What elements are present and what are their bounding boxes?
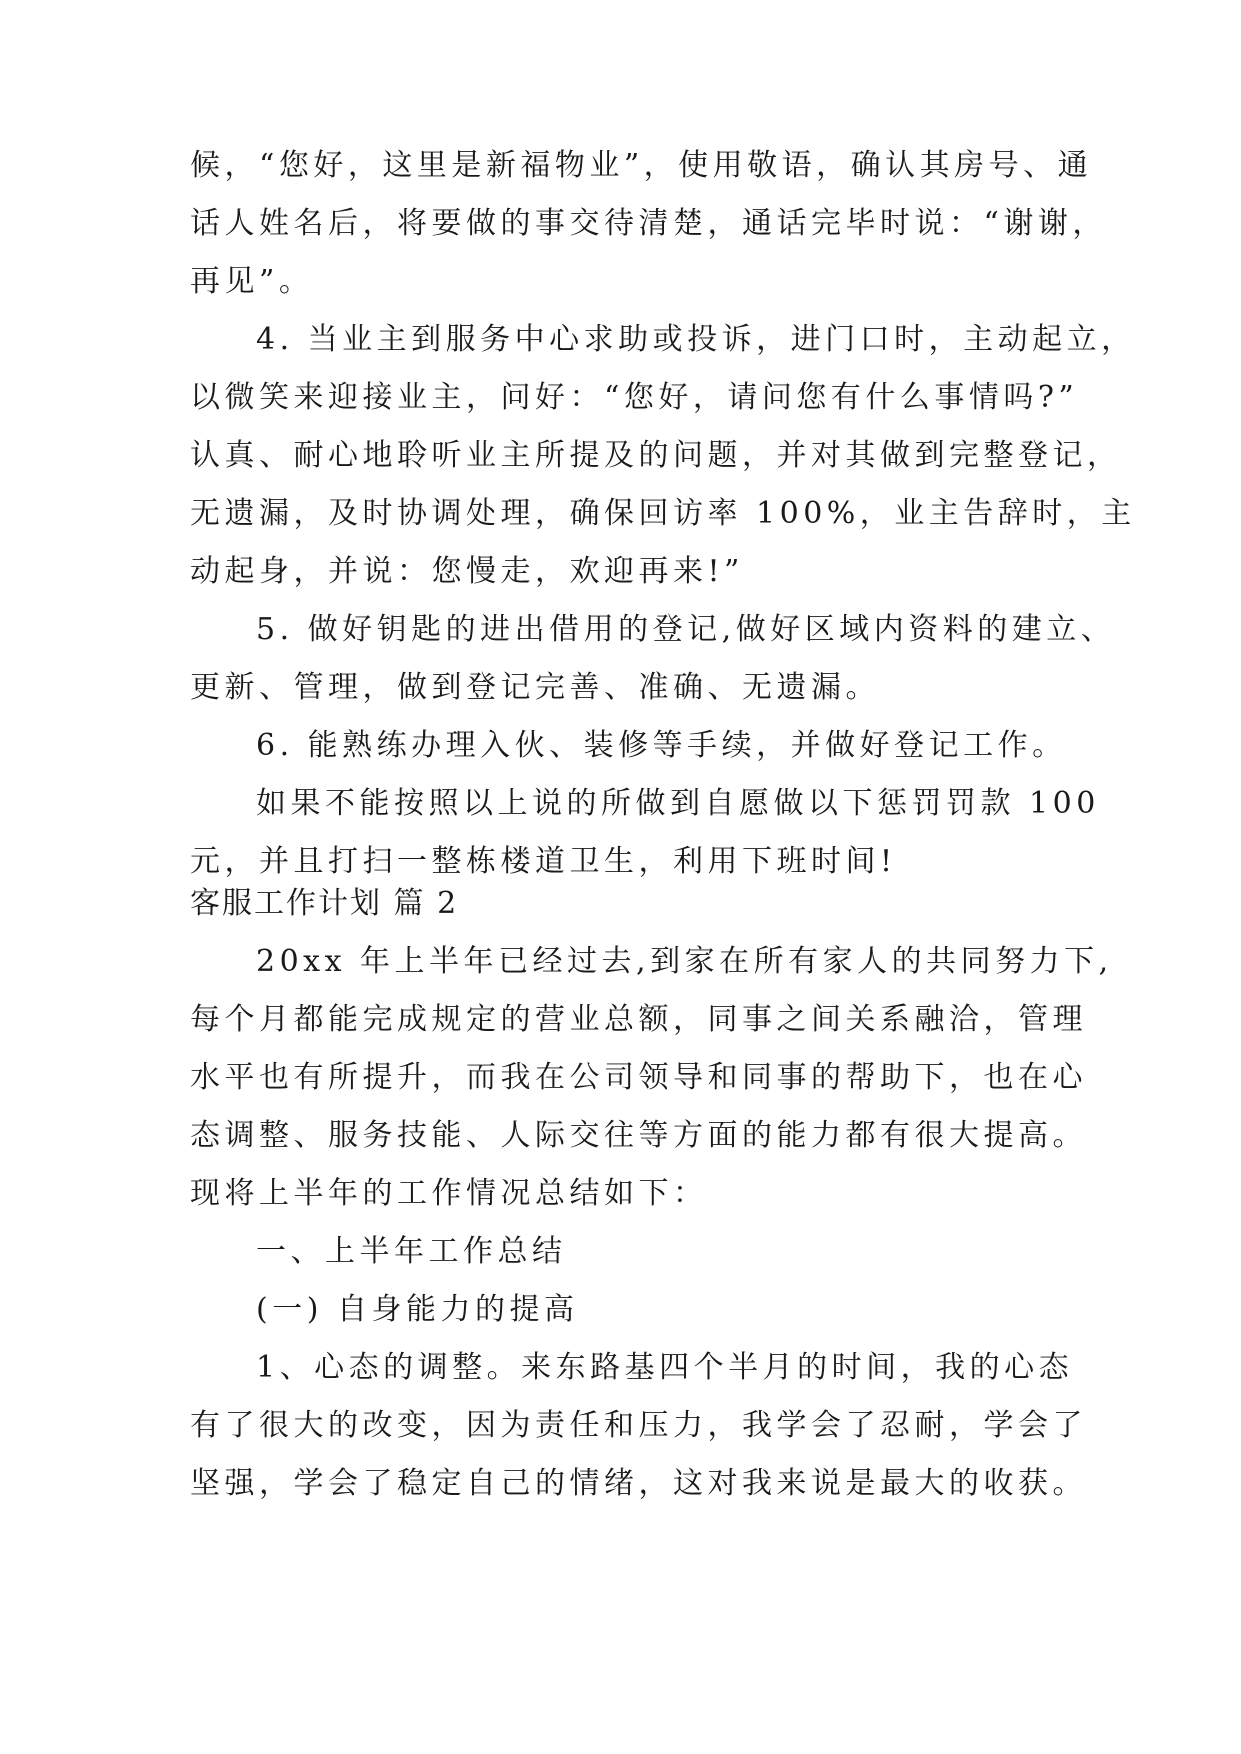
list-item-6: 6. 能熟练办理入伙、装修等手续，并做好登记工作。: [256, 728, 1067, 763]
subheading-ability: (一) 自身能力的提高: [256, 1292, 579, 1327]
text-line: 有了很大的改变，因为责任和压力，我学会了忍耐，学会了: [190, 1408, 1087, 1443]
text-line: 无遗漏，及时协调处理，确保回访率 100%，业主告辞时，主: [190, 496, 1136, 531]
section-heading: 客服工作计划 篇 2: [190, 886, 459, 921]
text-line: 认真、耐心地聆听业主所提及的问题，并对其做到完整登记，: [190, 438, 1122, 473]
list-item-4: 4. 当业主到服务中心求助或投诉，进门口时，主动起立，: [256, 322, 1136, 357]
text-line: 以微笑来迎接业主，问好：“您好，请问您有什么事情吗?”: [190, 380, 1079, 415]
text-line: 更新、管理，做到登记完善、准确、无遗漏。: [190, 670, 880, 705]
paragraph-intro: 20xx 年上半年已经过去,到家在所有家人的共同努力下,: [256, 944, 1113, 979]
text-line: 再见”。: [190, 264, 314, 299]
text-line: 水平也有所提升，而我在公司领导和同事的帮助下，也在心: [190, 1060, 1087, 1095]
text-line: 动起身，并说：您慢走，欢迎再来!”: [190, 554, 744, 589]
text-line: 元，并且打扫一整栋楼道卫生，利用下班时间!: [190, 844, 897, 879]
list-item-5: 5. 做好钥匙的进出借用的登记,做好区域内资料的建立、: [256, 612, 1116, 647]
text-line: 每个月都能完成规定的营业总额，同事之间关系融洽，管理: [190, 1002, 1087, 1037]
text-line: 态调整、服务技能、人际交往等方面的能力都有很大提高。: [190, 1118, 1087, 1153]
text-line: 坚强，学会了稳定自己的情绪，这对我来说是最大的收获。: [190, 1466, 1087, 1501]
text-line: 候，“您好，这里是新福物业”，使用敬语，确认其房号、通: [190, 148, 1093, 183]
paragraph-penalty: 如果不能按照以上说的所做到自愿做以下惩罚罚款 100: [256, 786, 1100, 821]
text-line: 现将上半年的工作情况总结如下：: [190, 1176, 708, 1211]
text-line: 话人姓名后，将要做的事交待清楚，通话完毕时说：“谢谢，: [190, 206, 1107, 241]
subheading-summary: 一、上半年工作总结: [256, 1234, 567, 1269]
paragraph-mindset: 1、心态的调整。来东路基四个半月的时间，我的心态: [256, 1350, 1074, 1385]
